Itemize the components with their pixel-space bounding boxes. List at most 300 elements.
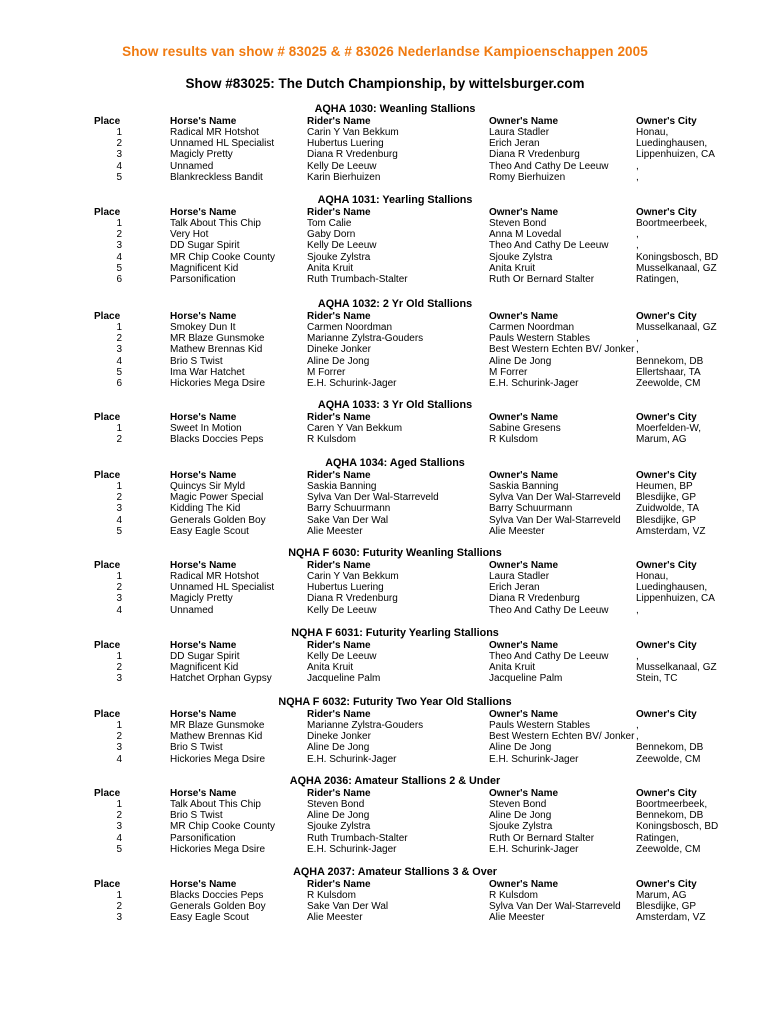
cell-horse: Mathew Brennas Kid — [170, 731, 263, 743]
cell-horse: Mathew Brennas Kid — [170, 344, 263, 356]
cell-rider: Sylva Van Der Wal-Starreveld — [307, 492, 439, 504]
table-row — [0, 218, 770, 229]
cell-owner: Anita Kruit — [489, 662, 536, 674]
column-header-place: Place — [94, 470, 121, 481]
results-rows — [0, 720, 770, 765]
cell-rider: Aline De Jong — [307, 742, 370, 754]
table-row — [0, 526, 770, 537]
cell-rider: Alie Meester — [307, 912, 363, 924]
cell-place: 5 — [116, 262, 122, 274]
cell-city: Luedinghausen, — [636, 582, 708, 594]
cell-place: 6 — [116, 273, 122, 285]
table-row — [0, 571, 770, 582]
cell-owner: Aline De Jong — [489, 810, 552, 822]
cell-horse: Blacks Doccies Peps — [170, 434, 264, 446]
cell-place: 2 — [116, 333, 122, 345]
cell-city: Zeewolde, CM — [636, 377, 701, 389]
cell-city: Stein, TC — [636, 673, 678, 685]
cell-place: 1 — [116, 799, 122, 810]
cell-place: 2 — [116, 731, 122, 743]
cell-place: 2 — [116, 229, 122, 241]
cell-city: , — [636, 720, 639, 731]
cell-city: Ratingen, — [636, 832, 679, 844]
cell-place: 2 — [116, 662, 122, 674]
cell-horse: Hickories Mega Dsire — [170, 753, 266, 765]
cell-horse: Sweet In Motion — [170, 423, 242, 434]
table-row — [0, 912, 770, 923]
cell-city: , — [636, 160, 639, 172]
cell-rider: Anita Kruit — [307, 262, 354, 274]
table-row — [0, 731, 770, 742]
cell-place: 2 — [116, 582, 122, 594]
cell-horse: Parsonification — [170, 273, 236, 285]
cell-city: Marum, AG — [636, 434, 687, 446]
column-header-owner: Owner's Name — [489, 560, 559, 571]
cell-horse: Generals Golden Boy — [170, 901, 266, 913]
cell-owner: Jacqueline Palm — [489, 673, 563, 685]
column-header-owner: Owner's Name — [489, 412, 559, 423]
cell-owner: Diana R Vredenburg — [489, 593, 580, 605]
cell-place: 2 — [116, 434, 122, 446]
cell-rider: Jacqueline Palm — [307, 673, 381, 685]
cell-owner: Carmen Noordman — [489, 322, 575, 333]
results-rows — [0, 218, 770, 285]
cell-horse: Brio S Twist — [170, 810, 223, 822]
table-row — [0, 481, 770, 492]
cell-rider: Alie Meester — [307, 525, 363, 537]
cell-horse: DD Sugar Spirit — [170, 240, 240, 252]
cell-place: 3 — [116, 344, 122, 356]
cell-place: 3 — [116, 503, 122, 515]
column-header-rider: Rider's Name — [307, 560, 371, 571]
class-title: AQHA 2036: Amateur Stallions 2 & Under — [289, 775, 501, 787]
cell-horse: Magnificent Kid — [170, 262, 239, 274]
cell-owner: Saskia Banning — [489, 481, 559, 492]
cell-owner: Barry Schuurmann — [489, 503, 573, 515]
table-row — [0, 423, 770, 434]
class-title: NQHA F 6030: Futurity Weanling Stallions — [288, 547, 502, 559]
column-header-city: Owner's City — [636, 788, 697, 799]
cell-horse: Parsonification — [170, 832, 236, 844]
cell-owner: Theo And Cathy De Leeuw — [489, 240, 609, 252]
cell-horse: Radical MR Hotshot — [170, 127, 259, 138]
column-header-horse: Horse's Name — [170, 560, 237, 571]
column-header-city: Owner's City — [636, 879, 697, 890]
cell-rider: Carin Y Van Bekkum — [307, 127, 399, 138]
cell-owner: Ruth Or Bernard Stalter — [489, 832, 595, 844]
cell-horse: MR Blaze Gunsmoke — [170, 720, 265, 731]
cell-owner: Sylva Van Der Wal-Starreveld — [489, 901, 621, 913]
cell-owner: Theo And Cathy De Leeuw — [489, 651, 609, 662]
table-row — [0, 673, 770, 684]
column-header-horse: Horse's Name — [170, 788, 237, 799]
column-header-owner: Owner's Name — [489, 207, 559, 218]
class-title: AQHA 1030: Weanling Stallions — [314, 103, 476, 115]
cell-owner: Best Western Echten BV/ Jonker — [489, 731, 635, 743]
cell-horse: Ima War Hatchet — [170, 366, 245, 378]
cell-place: 5 — [116, 171, 122, 183]
cell-rider: Gaby Dorn — [307, 229, 356, 241]
cell-place: 3 — [116, 593, 122, 605]
cell-horse: Talk About This Chip — [170, 799, 261, 810]
table-row — [0, 799, 770, 810]
results-rows — [0, 571, 770, 616]
cell-horse: Blacks Doccies Peps — [170, 890, 264, 901]
column-header-owner: Owner's Name — [489, 640, 559, 651]
cell-horse: DD Sugar Spirit — [170, 651, 240, 662]
cell-rider: R Kulsdom — [307, 434, 356, 446]
table-row — [0, 833, 770, 844]
column-header-city: Owner's City — [636, 470, 697, 481]
cell-place: 3 — [116, 742, 122, 754]
cell-city: Lippenhuizen, CA — [636, 593, 715, 605]
column-header-rider: Rider's Name — [307, 116, 371, 127]
cell-horse: Easy Eagle Scout — [170, 525, 249, 537]
table-row — [0, 810, 770, 821]
cell-rider: Barry Schuurmann — [307, 503, 391, 515]
column-header-owner: Owner's Name — [489, 311, 559, 322]
column-header-horse: Horse's Name — [170, 709, 237, 720]
cell-horse: Radical MR Hotshot — [170, 571, 259, 582]
cell-owner: Sjouke Zylstra — [489, 251, 553, 263]
cell-horse: Brio S Twist — [170, 742, 223, 754]
cell-horse: MR Chip Cooke County — [170, 821, 276, 833]
table-row — [0, 503, 770, 514]
cell-horse: Quincys Sir Myld — [170, 481, 246, 492]
cell-owner: Sabine Gresens — [489, 423, 561, 434]
cell-owner: Alie Meester — [489, 912, 545, 924]
cell-owner: Theo And Cathy De Leeuw — [489, 160, 609, 172]
cell-owner: E.H. Schurink-Jager — [489, 843, 579, 855]
cell-city: Marum, AG — [636, 890, 687, 901]
table-row — [0, 742, 770, 753]
cell-horse: Brio S Twist — [170, 355, 223, 367]
results-rows — [0, 127, 770, 183]
column-header-rider: Rider's Name — [307, 412, 371, 423]
column-header-rider: Rider's Name — [307, 640, 371, 651]
cell-place: 5 — [116, 843, 122, 855]
results-rows — [0, 322, 770, 389]
cell-rider: M Forrer — [307, 366, 346, 378]
column-header-place: Place — [94, 788, 121, 799]
cell-rider: Marianne Zylstra-Gouders — [307, 720, 424, 731]
column-header-city: Owner's City — [636, 412, 697, 423]
class-title: NQHA F 6031: Futurity Yearling Stallions — [291, 627, 499, 639]
table-row — [0, 720, 770, 731]
column-header-rider: Rider's Name — [307, 788, 371, 799]
cell-rider: Diana R Vredenburg — [307, 593, 398, 605]
cell-horse: Unnamed HL Specialist — [170, 138, 275, 150]
table-row — [0, 344, 770, 355]
column-header-place: Place — [94, 709, 121, 720]
cell-place: 4 — [116, 160, 122, 172]
cell-rider: Hubertus Luering — [307, 582, 384, 594]
table-row — [0, 890, 770, 901]
cell-owner: Alie Meester — [489, 525, 545, 537]
cell-place: 1 — [116, 571, 122, 582]
results-rows — [0, 651, 770, 685]
column-header-place: Place — [94, 560, 121, 571]
cell-place: 3 — [116, 673, 122, 685]
column-header-owner: Owner's Name — [489, 116, 559, 127]
cell-city: , — [636, 344, 639, 356]
cell-place: 6 — [116, 377, 122, 389]
table-row — [0, 138, 770, 149]
cell-place: 1 — [116, 651, 122, 662]
cell-owner: R Kulsdom — [489, 434, 538, 446]
cell-horse: Talk About This Chip — [170, 218, 261, 229]
cell-city: Boortmeerbeek, — [636, 799, 708, 810]
cell-rider: Carmen Noordman — [307, 322, 393, 333]
cell-city: Zeewolde, CM — [636, 753, 701, 765]
cell-city: Zuidwolde, TA — [636, 503, 699, 515]
cell-city: Musselkanaal, GZ — [636, 262, 717, 274]
cell-rider: Sjouke Zylstra — [307, 251, 371, 263]
cell-city: , — [636, 731, 639, 743]
cell-horse: Unnamed — [170, 604, 214, 616]
column-header-city: Owner's City — [636, 116, 697, 127]
class-title: AQHA 1033: 3 Yr Old Stallions — [317, 399, 473, 411]
cell-city: Moerfelden-W, — [636, 423, 702, 434]
class-title: AQHA 2037: Amateur Stallions 3 & Over — [293, 866, 497, 878]
cell-rider: Marianne Zylstra-Gouders — [307, 333, 424, 345]
table-row — [0, 356, 770, 367]
cell-horse: Smokey Dun It — [170, 322, 236, 333]
cell-place: 4 — [116, 514, 122, 526]
cell-city: , — [636, 651, 639, 662]
cell-horse: Kidding The Kid — [170, 503, 241, 515]
table-row — [0, 515, 770, 526]
cell-rider: Carin Y Van Bekkum — [307, 571, 399, 582]
table-row — [0, 149, 770, 160]
cell-rider: Karin Bierhuizen — [307, 171, 381, 183]
cell-rider: Diana R Vredenburg — [307, 149, 398, 161]
cell-rider: Kelly De Leeuw — [307, 240, 377, 252]
cell-owner: Erich Jeran — [489, 582, 540, 594]
table-row — [0, 651, 770, 662]
cell-horse: Easy Eagle Scout — [170, 912, 249, 924]
cell-rider: Kelly De Leeuw — [307, 651, 377, 662]
cell-rider: Kelly De Leeuw — [307, 604, 377, 616]
table-row — [0, 492, 770, 503]
column-header-place: Place — [94, 311, 121, 322]
table-row — [0, 172, 770, 183]
cell-horse: MR Blaze Gunsmoke — [170, 333, 265, 345]
cell-owner: Sylva Van Der Wal-Starreveld — [489, 514, 621, 526]
cell-rider: Dineke Jonker — [307, 731, 371, 743]
table-row — [0, 367, 770, 378]
cell-city: Amsterdam, VZ — [636, 525, 706, 537]
cell-owner: Steven Bond — [489, 799, 547, 810]
cell-city: Honau, — [636, 571, 669, 582]
cell-rider: Caren Y Van Bekkum — [307, 423, 403, 434]
cell-place: 5 — [116, 366, 122, 378]
cell-place: 1 — [116, 218, 122, 229]
column-header-place: Place — [94, 412, 121, 423]
column-header-horse: Horse's Name — [170, 470, 237, 481]
table-row — [0, 322, 770, 333]
cell-place: 1 — [116, 720, 122, 731]
cell-owner: Diana R Vredenburg — [489, 149, 580, 161]
cell-city: Heumen, BP — [636, 481, 693, 492]
table-row — [0, 605, 770, 616]
cell-city: Ratingen, — [636, 273, 679, 285]
cell-city: Blesdijke, GP — [636, 492, 697, 504]
cell-city: Musselkanaal, GZ — [636, 662, 717, 674]
cell-rider: Tom Calie — [307, 218, 352, 229]
cell-owner: Aline De Jong — [489, 742, 552, 754]
cell-place: 1 — [116, 127, 122, 138]
column-header-rider: Rider's Name — [307, 470, 371, 481]
cell-place: 4 — [116, 251, 122, 263]
cell-owner: M Forrer — [489, 366, 528, 378]
column-header-rider: Rider's Name — [307, 709, 371, 720]
cell-owner: Steven Bond — [489, 218, 547, 229]
cell-horse: Magicly Pretty — [170, 593, 233, 605]
column-header-horse: Horse's Name — [170, 412, 237, 423]
table-row — [0, 582, 770, 593]
column-header-owner: Owner's Name — [489, 879, 559, 890]
cell-city: Koningsbosch, BD — [636, 251, 719, 263]
cell-place: 1 — [116, 322, 122, 333]
column-header-horse: Horse's Name — [170, 207, 237, 218]
cell-horse: Magnificent Kid — [170, 662, 239, 674]
cell-horse: Very Hot — [170, 229, 209, 241]
cell-rider: Sake Van Der Wal — [307, 901, 389, 913]
cell-horse: Hatchet Orphan Gypsy — [170, 673, 272, 685]
cell-owner: Laura Stadler — [489, 127, 550, 138]
cell-city: Honau, — [636, 127, 669, 138]
cell-place: 3 — [116, 821, 122, 833]
cell-city: Boortmeerbeek, — [636, 218, 708, 229]
cell-rider: E.H. Schurink-Jager — [307, 843, 397, 855]
cell-rider: Dineke Jonker — [307, 344, 371, 356]
cell-owner: Pauls Western Stables — [489, 720, 590, 731]
table-row — [0, 127, 770, 138]
results-rows — [0, 423, 770, 445]
cell-city: Bennekom, DB — [636, 742, 704, 754]
cell-place: 2 — [116, 138, 122, 150]
cell-place: 4 — [116, 355, 122, 367]
cell-place: 2 — [116, 810, 122, 822]
cell-horse: Blankreckless Bandit — [170, 171, 263, 183]
table-row — [0, 434, 770, 445]
class-title: NQHA F 6032: Futurity Two Year Old Stallions — [278, 696, 512, 708]
cell-city: , — [636, 229, 639, 241]
table-row — [0, 240, 770, 251]
column-header-city: Owner's City — [636, 311, 697, 322]
column-header-place: Place — [94, 640, 121, 651]
cell-rider: Hubertus Luering — [307, 138, 384, 150]
cell-city: Koningsbosch, BD — [636, 821, 719, 833]
cell-city: , — [636, 333, 639, 345]
cell-rider: Sjouke Zylstra — [307, 821, 371, 833]
table-row — [0, 821, 770, 832]
column-header-horse: Horse's Name — [170, 116, 237, 127]
cell-horse: Generals Golden Boy — [170, 514, 266, 526]
results-rows — [0, 890, 770, 924]
cell-horse: MR Chip Cooke County — [170, 251, 276, 263]
table-row — [0, 252, 770, 263]
cell-horse: Hickories Mega Dsire — [170, 843, 266, 855]
cell-place: 1 — [116, 890, 122, 901]
column-header-horse: Horse's Name — [170, 640, 237, 651]
cell-place: 4 — [116, 604, 122, 616]
cell-place: 1 — [116, 423, 122, 434]
cell-owner: Aline De Jong — [489, 355, 552, 367]
cell-city: , — [636, 240, 639, 252]
cell-city: Zeewolde, CM — [636, 843, 701, 855]
column-header-horse: Horse's Name — [170, 311, 237, 322]
table-row — [0, 161, 770, 172]
cell-place: 4 — [116, 753, 122, 765]
cell-owner: Laura Stadler — [489, 571, 550, 582]
cell-city: Bennekom, DB — [636, 810, 704, 822]
cell-owner: Anna M Lovedal — [489, 229, 562, 241]
show-title: Show #83025: The Dutch Championship, by wittelsburger.com — [185, 76, 585, 91]
cell-place: 2 — [116, 492, 122, 504]
class-title: AQHA 1031: Yearling Stallions — [317, 194, 473, 206]
table-row — [0, 901, 770, 912]
cell-city: Musselkanaal, GZ — [636, 322, 717, 333]
cell-city: Blesdijke, GP — [636, 901, 697, 913]
cell-owner: Erich Jeran — [489, 138, 540, 150]
cell-rider: E.H. Schurink-Jager — [307, 753, 397, 765]
column-header-place: Place — [94, 116, 121, 127]
class-title: AQHA 1032: 2 Yr Old Stallions — [317, 298, 473, 310]
cell-city: Luedinghausen, — [636, 138, 708, 150]
cell-horse: Magic Power Special — [170, 492, 264, 504]
cell-horse: Magicly Pretty — [170, 149, 233, 161]
cell-place: 3 — [116, 240, 122, 252]
cell-place: 1 — [116, 481, 122, 492]
cell-place: 3 — [116, 912, 122, 924]
cell-city: Lippenhuizen, CA — [636, 149, 715, 161]
table-row — [0, 593, 770, 604]
cell-owner: Romy Bierhuizen — [489, 171, 566, 183]
cell-place: 5 — [116, 525, 122, 537]
column-header-owner: Owner's Name — [489, 470, 559, 481]
cell-rider: R Kulsdom — [307, 890, 356, 901]
cell-owner: E.H. Schurink-Jager — [489, 377, 579, 389]
cell-rider: Aline De Jong — [307, 810, 370, 822]
table-row — [0, 378, 770, 389]
cell-place: 2 — [116, 901, 122, 913]
table-row — [0, 662, 770, 673]
cell-rider: Anita Kruit — [307, 662, 354, 674]
class-title: AQHA 1034: Aged Stallions — [325, 457, 465, 469]
page-title: Show results van show # 83025 & # 83026 Nederlandse Kampioenschappen 2005 — [122, 44, 648, 59]
cell-owner: Anita Kruit — [489, 262, 536, 274]
table-row — [0, 754, 770, 765]
column-header-place: Place — [94, 879, 121, 890]
cell-place: 4 — [116, 832, 122, 844]
cell-rider: Ruth Trumbach-Stalter — [307, 832, 408, 844]
cell-owner: Sylva Van Der Wal-Starreveld — [489, 492, 621, 504]
cell-city: Bennekom, DB — [636, 355, 704, 367]
column-header-horse: Horse's Name — [170, 879, 237, 890]
cell-city: , — [636, 171, 639, 183]
cell-city: Blesdijke, GP — [636, 514, 697, 526]
column-header-city: Owner's City — [636, 640, 697, 651]
column-header-rider: Rider's Name — [307, 879, 371, 890]
cell-city: , — [636, 604, 639, 616]
cell-rider: Steven Bond — [307, 799, 365, 810]
column-header-owner: Owner's Name — [489, 788, 559, 799]
cell-owner: Theo And Cathy De Leeuw — [489, 604, 609, 616]
cell-rider: Ruth Trumbach-Stalter — [307, 273, 408, 285]
cell-rider: E.H. Schurink-Jager — [307, 377, 397, 389]
